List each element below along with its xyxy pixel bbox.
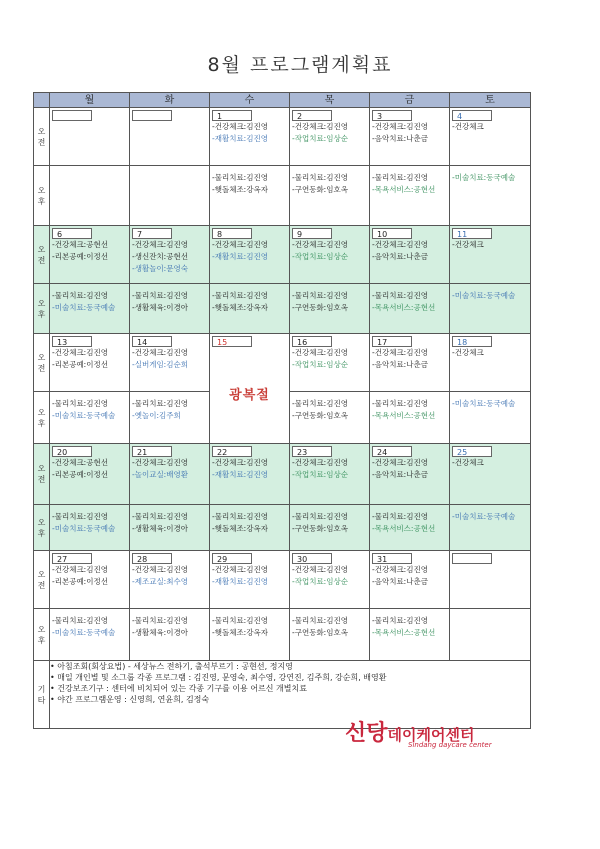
day-cell bbox=[130, 505, 210, 551]
program-entry: -생활체육:이경아 bbox=[132, 524, 188, 533]
week-row-am bbox=[34, 334, 531, 392]
day-cell bbox=[370, 166, 450, 226]
program-entry: -건강체크:김진영 bbox=[372, 458, 428, 467]
program-entry: -목욕서비스:공현선 bbox=[372, 524, 436, 533]
program-entry: -물리치료:김진영 bbox=[52, 616, 108, 625]
program-entry: -미술치료:동국예술 bbox=[452, 399, 516, 408]
week-row-am bbox=[34, 226, 531, 284]
day-cell bbox=[50, 551, 130, 609]
program-entry: -놀이교실:배영환 bbox=[132, 470, 188, 479]
period-label: 오 후 bbox=[34, 505, 50, 551]
program-entry: -건강체크 bbox=[452, 122, 484, 131]
program-entry: -생활체육:이경아 bbox=[132, 303, 188, 312]
day-cell bbox=[370, 444, 450, 505]
day-number: 14 bbox=[132, 336, 172, 347]
day-cell bbox=[50, 108, 130, 166]
day-number bbox=[452, 553, 492, 564]
program-entry: -건강체크:김진영 bbox=[292, 458, 348, 467]
program-entry: -작업치료:임상순 bbox=[292, 134, 348, 143]
week-row-pm bbox=[34, 609, 531, 661]
week-row-am bbox=[34, 108, 531, 166]
day-cell bbox=[50, 284, 130, 334]
program-entry: -작업치료:임상순 bbox=[292, 252, 348, 261]
program-entry: -건강체크:김진영 bbox=[212, 458, 268, 467]
day-number: 8 bbox=[212, 228, 252, 239]
program-entry: -생활체육:이경아 bbox=[132, 628, 188, 637]
day-cell bbox=[130, 226, 210, 284]
day-cell bbox=[450, 444, 531, 505]
day-number: 20 bbox=[52, 446, 92, 457]
program-entry: -작업치료:임상순 bbox=[292, 577, 348, 586]
etc-label: 기 타 bbox=[34, 661, 50, 729]
day-cell bbox=[130, 108, 210, 166]
program-entry: -햇돌체조:강옥자 bbox=[212, 185, 268, 194]
day-cell bbox=[290, 284, 370, 334]
period-label: 오 후 bbox=[34, 392, 50, 444]
day-cell bbox=[370, 108, 450, 166]
program-entry: -물리치료:김진영 bbox=[292, 291, 348, 300]
program-entry: -재활치료:김진영 bbox=[212, 577, 268, 586]
day-cell bbox=[290, 551, 370, 609]
etc-note: • 야간 프로그램운영 : 신영희, 연윤희, 김정숙 bbox=[50, 695, 210, 704]
week-row-am bbox=[34, 551, 531, 609]
day-cell bbox=[290, 108, 370, 166]
day-cell bbox=[370, 551, 450, 609]
day-number: 10 bbox=[372, 228, 412, 239]
program-entry: -구연동화:임호옥 bbox=[292, 411, 348, 420]
header-corner bbox=[34, 93, 50, 108]
program-entry: -물리치료:김진영 bbox=[132, 512, 188, 521]
day-number: 15 bbox=[212, 336, 252, 347]
period-label: 오 전 bbox=[34, 226, 50, 284]
program-entry: -건강체크:김진영 bbox=[372, 240, 428, 249]
day-cell bbox=[290, 334, 370, 392]
day-cell bbox=[450, 392, 531, 444]
program-entry: -재활치료:김진영 bbox=[212, 134, 268, 143]
day-number: 21 bbox=[132, 446, 172, 457]
program-entry: -구연동화:임호옥 bbox=[292, 628, 348, 637]
day-cell bbox=[450, 334, 531, 392]
day-cell bbox=[450, 108, 531, 166]
day-cell bbox=[50, 505, 130, 551]
program-entry: -작업치료:임상순 bbox=[292, 360, 348, 369]
program-entry: -건강체크:김진영 bbox=[292, 565, 348, 574]
day-cell bbox=[130, 551, 210, 609]
program-entry: -생활놀이:문영숙 bbox=[132, 264, 188, 273]
day-cell bbox=[210, 166, 290, 226]
program-entry: -물리치료:김진영 bbox=[292, 399, 348, 408]
program-entry: -목욕서비스:공현선 bbox=[372, 303, 436, 312]
weekday-header-row bbox=[34, 93, 531, 108]
day-cell bbox=[210, 284, 290, 334]
program-entry: -햇돌체조:강옥자 bbox=[212, 303, 268, 312]
day-cell bbox=[50, 334, 130, 392]
day-cell bbox=[50, 166, 130, 226]
program-entry: -미술치료:동국예술 bbox=[452, 173, 516, 182]
day-number: 2 bbox=[292, 110, 332, 121]
day-cell bbox=[210, 108, 290, 166]
day-cell bbox=[290, 609, 370, 661]
program-entry: -물리치료:김진영 bbox=[212, 512, 268, 521]
period-label: 오 전 bbox=[34, 108, 50, 166]
program-entry: -재활치료:김진영 bbox=[212, 470, 268, 479]
program-entry: -리본공예:이정선 bbox=[52, 577, 108, 586]
day-number bbox=[52, 110, 92, 121]
program-entry: -물리치료:김진영 bbox=[292, 512, 348, 521]
day-cell bbox=[370, 609, 450, 661]
program-entry: -미술치료:동국예술 bbox=[52, 411, 116, 420]
program-entry: -건강체크:공현선 bbox=[52, 240, 108, 249]
day-cell bbox=[50, 444, 130, 505]
day-cell bbox=[290, 392, 370, 444]
holiday-label: 광복절 bbox=[229, 388, 270, 403]
day-cell bbox=[370, 226, 450, 284]
program-entry: -물리치료:김진영 bbox=[372, 616, 428, 625]
day-number: 22 bbox=[212, 446, 252, 457]
weekday-header: 목 bbox=[290, 93, 370, 108]
logo-english: Sindang daycare center bbox=[408, 741, 492, 749]
program-entry: -건강체크 bbox=[452, 240, 484, 249]
program-entry: -재활치료:김진영 bbox=[212, 252, 268, 261]
program-entry: -건강체크:김진영 bbox=[372, 122, 428, 131]
program-entry: -실버게임:김순희 bbox=[132, 360, 188, 369]
program-entry: -음악치료:나춘금 bbox=[372, 470, 428, 479]
day-number bbox=[132, 110, 172, 121]
program-entry: -음악치료:나춘금 bbox=[372, 360, 428, 369]
weekday-header: 토 bbox=[450, 93, 531, 108]
day-cell bbox=[450, 226, 531, 284]
program-entry: -리본공예:이정선 bbox=[52, 252, 108, 261]
day-number: 7 bbox=[132, 228, 172, 239]
program-entry: -음악치료:나춘금 bbox=[372, 252, 428, 261]
day-cell bbox=[370, 505, 450, 551]
logo-text: 신당데이케어센터 bbox=[345, 721, 475, 746]
day-number: 11 bbox=[452, 228, 492, 239]
program-entry: -건강체크:김진영 bbox=[212, 565, 268, 574]
day-cell bbox=[210, 505, 290, 551]
day-cell bbox=[130, 392, 210, 444]
program-entry: -건강체크:김진영 bbox=[212, 122, 268, 131]
program-entry: -미술치료:동국예술 bbox=[52, 303, 116, 312]
program-entry: -햇돌체조:강옥자 bbox=[212, 524, 268, 533]
program-entry: -생신잔치:공현선 bbox=[132, 252, 188, 261]
program-entry: -구연동화:임호옥 bbox=[292, 303, 348, 312]
program-entry: -물리치료:김진영 bbox=[212, 616, 268, 625]
program-entry: -리본공예:이정선 bbox=[52, 360, 108, 369]
day-number: 6 bbox=[52, 228, 92, 239]
program-entry: -음악치료:나춘금 bbox=[372, 134, 428, 143]
program-entry: -목욕서비스:공현선 bbox=[372, 411, 436, 420]
period-label: 오 후 bbox=[34, 166, 50, 226]
period-label: 오 전 bbox=[34, 334, 50, 392]
program-entry: -리본공예:이정선 bbox=[52, 470, 108, 479]
program-entry: -건강체크:공현선 bbox=[52, 458, 108, 467]
day-cell bbox=[450, 609, 531, 661]
period-label: 오 후 bbox=[34, 609, 50, 661]
program-entry: -건강체크:김진영 bbox=[292, 348, 348, 357]
etc-note: • 매일 개인별 및 소그룹 각종 프로그램 : 김진영, 문영숙, 최수영, 강연진, 김주희, 강순희, 배영환 bbox=[50, 673, 387, 682]
program-entry: -구연동화:임호옥 bbox=[292, 524, 348, 533]
day-number: 3 bbox=[372, 110, 412, 121]
program-entry: -물리치료:김진영 bbox=[372, 399, 428, 408]
program-entry: -건강체크:김진영 bbox=[212, 240, 268, 249]
day-number: 30 bbox=[292, 553, 332, 564]
program-entry: -물리치료:김진영 bbox=[132, 291, 188, 300]
day-cell bbox=[450, 505, 531, 551]
program-entry: -물리치료:김진영 bbox=[292, 173, 348, 182]
day-cell bbox=[450, 284, 531, 334]
day-number: 25 bbox=[452, 446, 492, 457]
day-cell bbox=[370, 392, 450, 444]
day-cell bbox=[210, 226, 290, 284]
program-entry: -건강체크 bbox=[452, 458, 484, 467]
day-number: 24 bbox=[372, 446, 412, 457]
day-cell bbox=[450, 551, 531, 609]
weekday-header: 수 bbox=[210, 93, 290, 108]
day-number: 27 bbox=[52, 553, 92, 564]
program-entry: -건강체크:김진영 bbox=[52, 348, 108, 357]
day-cell bbox=[290, 226, 370, 284]
week-row-pm bbox=[34, 166, 531, 226]
program-entry: -옛놀이:김주희 bbox=[132, 411, 181, 420]
week-row-am bbox=[34, 444, 531, 505]
program-entry: -제조교실:최수영 bbox=[132, 577, 188, 586]
day-number: 31 bbox=[372, 553, 412, 564]
week-row-pm bbox=[34, 505, 531, 551]
program-entry: -목욕서비스:공현선 bbox=[372, 185, 436, 194]
program-entry: -건강체크:김진영 bbox=[292, 122, 348, 131]
page-title: 8월 프로그램계획표 bbox=[207, 54, 393, 76]
program-entry: -물리치료:김진영 bbox=[292, 616, 348, 625]
program-entry: -건강체크:김진영 bbox=[372, 565, 428, 574]
program-entry: -햇돌체조:강옥자 bbox=[212, 628, 268, 637]
day-cell bbox=[210, 609, 290, 661]
period-label: 오 전 bbox=[34, 551, 50, 609]
day-cell bbox=[50, 609, 130, 661]
program-entry: -건강체크:김진영 bbox=[132, 458, 188, 467]
day-number: 18 bbox=[452, 336, 492, 347]
program-entry: -미술치료:동국예술 bbox=[52, 524, 116, 533]
day-number: 17 bbox=[372, 336, 412, 347]
day-cell bbox=[130, 609, 210, 661]
day-cell bbox=[130, 284, 210, 334]
period-label: 오 후 bbox=[34, 284, 50, 334]
program-entry: -물리치료:김진영 bbox=[212, 173, 268, 182]
program-entry: -음악치료:나춘금 bbox=[372, 577, 428, 586]
program-entry: -물리치료:김진영 bbox=[372, 512, 428, 521]
program-entry: -물리치료:김진영 bbox=[132, 399, 188, 408]
program-entry: -물리치료:김진영 bbox=[372, 173, 428, 182]
day-cell bbox=[290, 505, 370, 551]
program-entry: -건강체크:김진영 bbox=[292, 240, 348, 249]
program-entry: -물리치료:김진영 bbox=[212, 291, 268, 300]
day-cell bbox=[50, 226, 130, 284]
program-entry: -구연동화:임호옥 bbox=[292, 185, 348, 194]
weekday-header: 금 bbox=[370, 93, 450, 108]
period-label: 오 전 bbox=[34, 444, 50, 505]
day-cell bbox=[130, 334, 210, 392]
program-entry: -건강체크:김진영 bbox=[52, 565, 108, 574]
day-number: 9 bbox=[292, 228, 332, 239]
day-number: 23 bbox=[292, 446, 332, 457]
etc-note: • 아침조회(회상요법) - 세상뉴스 전하기, 출석부르기 : 공현선, 정지영 bbox=[50, 662, 293, 671]
day-cell bbox=[210, 551, 290, 609]
program-entry: -물리치료:김진영 bbox=[132, 616, 188, 625]
program-entry: -건강체크 bbox=[452, 348, 484, 357]
day-number: 16 bbox=[292, 336, 332, 347]
program-entry: -물리치료:김진영 bbox=[372, 291, 428, 300]
weekday-header: 화 bbox=[130, 93, 210, 108]
day-number: 13 bbox=[52, 336, 92, 347]
program-calendar bbox=[33, 92, 531, 729]
program-entry: -건강체크:김진영 bbox=[132, 565, 188, 574]
program-entry: -물리치료:김진영 bbox=[52, 399, 108, 408]
program-entry: -미술치료:동국예술 bbox=[52, 628, 116, 637]
program-entry: -물리치료:김진영 bbox=[52, 291, 108, 300]
program-entry: -목욕서비스:공현선 bbox=[372, 628, 436, 637]
day-cell bbox=[130, 166, 210, 226]
day-cell bbox=[370, 334, 450, 392]
program-entry: -건강체크:김진영 bbox=[372, 348, 428, 357]
program-entry: -건강체크:김진영 bbox=[132, 348, 188, 357]
day-cell bbox=[130, 444, 210, 505]
program-entry: -물리치료:김진영 bbox=[52, 512, 108, 521]
day-cell bbox=[290, 166, 370, 226]
center-logo bbox=[345, 716, 545, 750]
program-entry: -건강체크:김진영 bbox=[132, 240, 188, 249]
day-cell bbox=[290, 444, 370, 505]
program-entry: -작업치료:임상순 bbox=[292, 470, 348, 479]
day-number: 29 bbox=[212, 553, 252, 564]
weekday-header: 월 bbox=[50, 93, 130, 108]
day-cell bbox=[450, 166, 531, 226]
program-entry: -미술치료:동국예술 bbox=[452, 512, 516, 521]
day-cell bbox=[210, 444, 290, 505]
day-cell bbox=[210, 334, 290, 444]
day-cell bbox=[370, 284, 450, 334]
day-number: 28 bbox=[132, 553, 172, 564]
program-entry: -미술치료:동국예술 bbox=[452, 291, 516, 300]
day-number: 4 bbox=[452, 110, 492, 121]
etc-note: • 건강보조기구 : 센터에 비치되어 있는 각종 기구를 이용 어르신 개별치료 bbox=[50, 684, 307, 693]
day-number: 1 bbox=[212, 110, 252, 121]
day-cell bbox=[50, 392, 130, 444]
week-row-pm bbox=[34, 284, 531, 334]
